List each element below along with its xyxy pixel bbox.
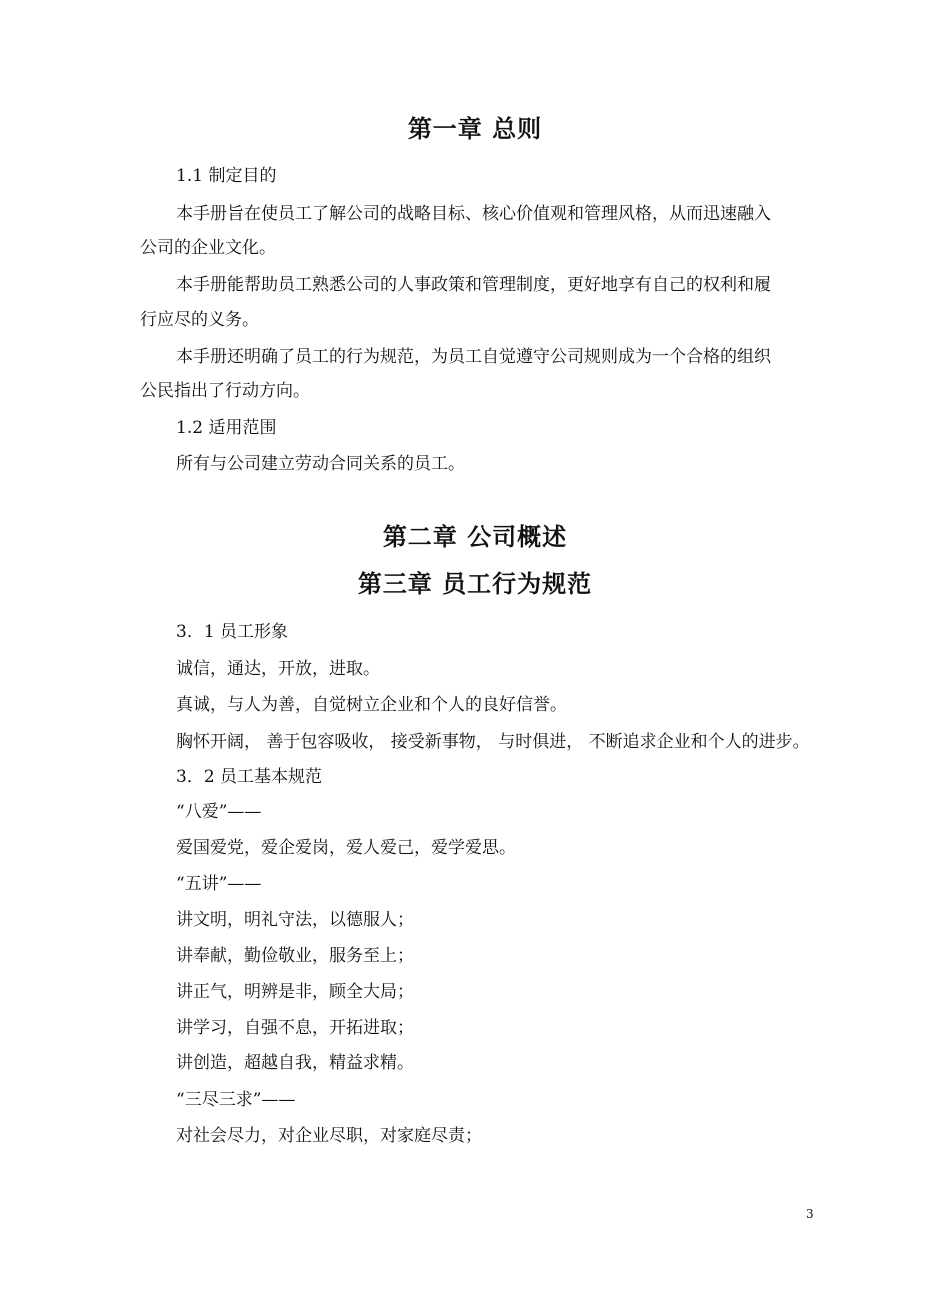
wu-jiang-line-5: 讲创造，超越自我，精益求精。 xyxy=(176,1053,414,1073)
section-3-1-heading: 3．1 员工形象 xyxy=(176,622,289,642)
section-1-2-text: 所有与公司建立劳动合同关系的员工。 xyxy=(176,454,465,474)
wu-jiang-heading: “五讲”—— xyxy=(176,874,262,894)
paragraph-3-line-1: 本手册还明确了员工的行为规范，为员工自觉遵守公司规则成为一个合格的组织 xyxy=(176,347,771,367)
page-number: 3 xyxy=(806,1207,814,1221)
san-jin-text: 对社会尽力，对企业尽职，对家庭尽责； xyxy=(176,1126,482,1146)
paragraph-3-line-2: 公民指出了行动方向。 xyxy=(140,381,310,401)
paragraph-2-line-1: 本手册能帮助员工熟悉公司的人事政策和管理制度，更好地享有自己的权利和履 xyxy=(176,275,771,295)
wu-jiang-line-3: 讲正气，明辨是非，顾全大局； xyxy=(176,982,414,1002)
wu-jiang-line-1: 讲文明，明礼守法，以德服人； xyxy=(176,910,414,930)
section-1-2-heading: 1.2 适用范围 xyxy=(176,418,277,438)
ba-ai-heading: “八爱”—— xyxy=(176,802,262,822)
chapter-1-title: 第一章 总则 xyxy=(407,115,543,143)
paragraph-2-line-2: 行应尽的义务。 xyxy=(140,310,259,330)
san-jin-heading: “三尽三求”—— xyxy=(176,1090,296,1110)
section-1-1-heading: 1.1 制定目的 xyxy=(176,166,277,186)
wu-jiang-line-4: 讲学习，自强不息，开拓进取； xyxy=(176,1018,414,1038)
section-3-2-heading: 3．2 员工基本规范 xyxy=(176,767,323,787)
image-line-1: 诚信，通达，开放，进取。 xyxy=(176,659,380,679)
chapter-2-title: 第二章 公司概述 xyxy=(382,523,568,551)
image-line-3: 胸怀开阔， 善于包容吸收， 接受新事物， 与时俱进， 不断追求企业和个人的进步。 xyxy=(176,732,810,752)
ba-ai-text: 爱国爱党，爱企爱岗，爱人爱己，爱学爱思。 xyxy=(176,838,516,858)
chapter-3-title: 第三章 员工行为规范 xyxy=(357,570,593,598)
paragraph-1-line-1: 本手册旨在使员工了解公司的战略目标、核心价值观和管理风格，从而迅速融入 xyxy=(176,204,771,224)
image-line-2: 真诚，与人为善，自觉树立企业和个人的良好信誉。 xyxy=(176,695,567,715)
paragraph-1-line-2: 公司的企业文化。 xyxy=(140,238,276,258)
wu-jiang-line-2: 讲奉献，勤俭敬业，服务至上； xyxy=(176,946,414,966)
